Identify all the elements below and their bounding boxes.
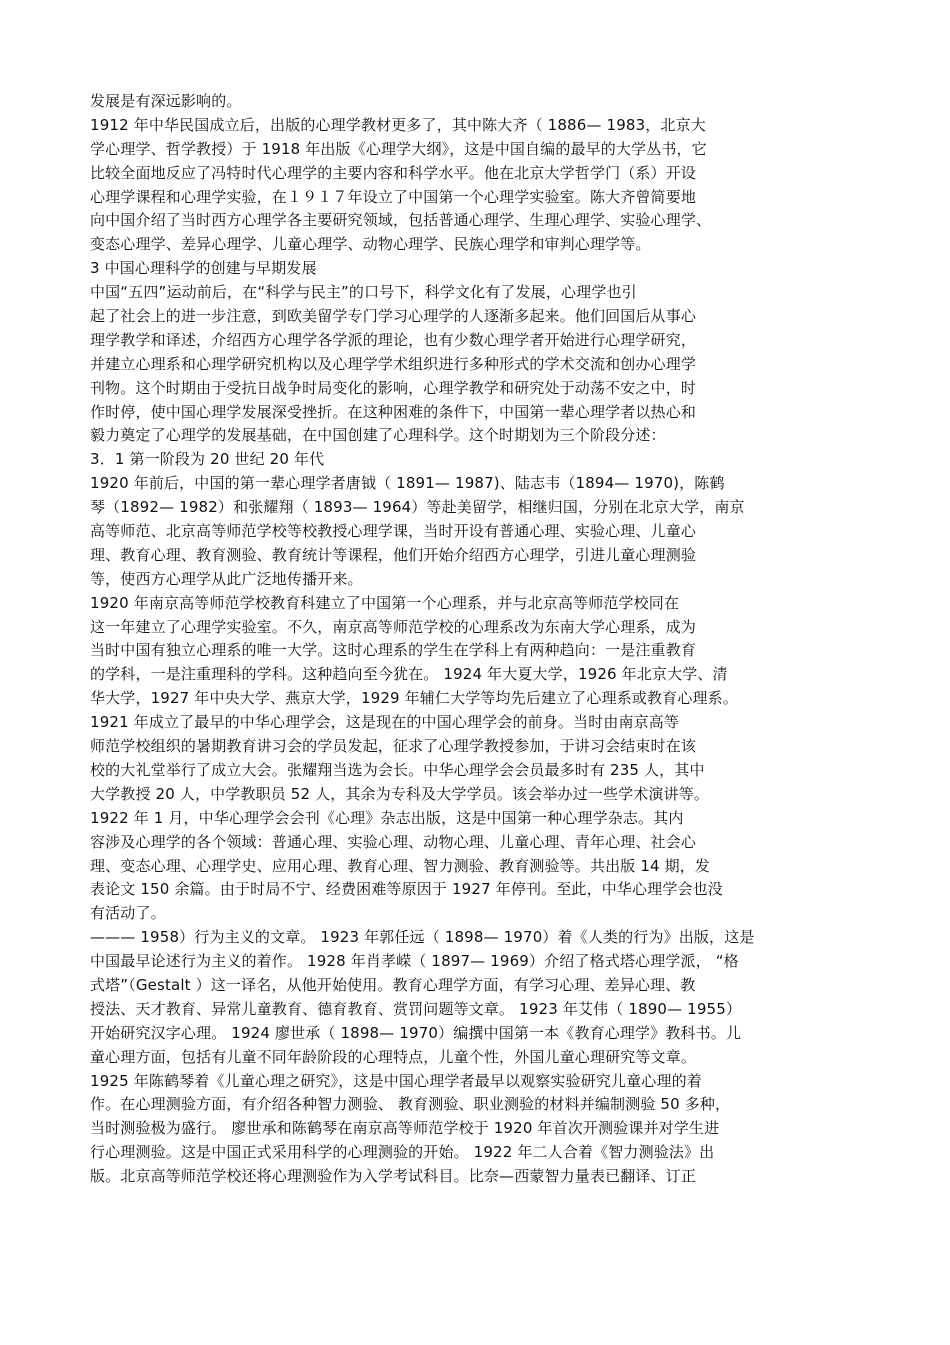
text-line: 当时中国有独立心理系的唯一大学。这时心理系的学生在学科上有两种趋向：一是注重教育 (90, 641, 697, 660)
text-line: 版。北京高等师范学校还将心理测验作为入学考试科目。比奈—西蒙智力量表已翻译、订正 (90, 1167, 697, 1186)
text-line: 中国最早论述行为主义的着作。 1928 年肖孝嵘（ 1897— 1969）介绍了格式塔心理学派， “格 (90, 952, 739, 971)
text-line: 华大学，1927 年中央大学、燕京大学，1929 年辅仁大学等均先后建立了心理系或教育心理系。 (90, 689, 738, 708)
text-line: 1920 年前后，中国的第一辈心理学者唐钺（ 1891— 1987)、陆志韦（1894— 1970)，陈鹤 (90, 474, 725, 493)
text-line: 这一年建立了心理学实验室。不久，南京高等师范学校的心理系改为东南大学心理系，成为 (90, 617, 697, 636)
text-line: 琴（1892— 1982）和张耀翔（ 1893— 1964）等赴美留学，相继归国，分别在北京大学，南京 (90, 498, 745, 517)
text-line: 大学教授 20 人，中学教职员 52 人，其余为专科及大学学员。该会举办过一些学术演讲等。 (90, 784, 709, 803)
text-line: 有活动了。 (90, 904, 166, 923)
text-line: 起了社会上的进一步注意，到欧美留学专门学习心理学的人逐渐多起来。他们回国后从事心 (90, 307, 697, 326)
text-line: 理、变态心理、心理学史、应用心理、教育心理、智力测验、教育测验等。共出版 14 期，发 (90, 856, 711, 875)
text-line: 童心理方面，包括有儿童不同年龄阶段的心理特点，儿童个性，外国儿童心理研究等文章。 (90, 1047, 697, 1066)
text-line: 中国“五四”运动前后，在“科学与民主”的口号下，科学文化有了发展，心理学也引 (90, 283, 637, 302)
text-line: 作。在心理测验方面，有介绍各种智力测验、 教育测验、职业测验的材料并编制测验 50 多种， (90, 1095, 731, 1114)
text-line: 作时停，使中国心理学发展深受挫折。在这种困难的条件下，中国第一辈心理学者以热心和 (90, 402, 697, 421)
text-line: 毅力奠定了心理学的发展基础，在中国创建了心理科学。这个时期划为三个阶段分述： (90, 426, 666, 445)
text-line: 刊物。这个时期由于受抗日战争时局变化的影响，心理学教学和研究处于动荡不安之中，时 (90, 378, 697, 397)
text-line: 心理学课程和心理学实验，在１９１７年设立了中国第一个心理学实验室。陈大齐曾简要地 (90, 187, 697, 206)
text-line: 的学科，一是注重理科的学科。这种趋向至今犹在。 1924 年大夏大学，1926 年北京大学、清 (90, 665, 728, 684)
section-heading: 3 中国心理科学的创建与早期发展 (90, 259, 317, 278)
text-line: 授法、天才教育、异常儿童教育、德育教育、赏罚问题等文章。 1923 年艾伟（ 1890— 1955） (90, 999, 742, 1018)
text-line: 1920 年南京高等师范学校教育科建立了中国第一个心理系，并与北京高等师范学校同在 (90, 593, 680, 612)
text-line: 开始研究汉字心理。 1924 廖世承（ 1898— 1970）编撰中国第一本《教育心理学》教科书。儿 (90, 1023, 742, 1042)
text-line: 理学教学和译述，介绍西方心理学各学派的理论，也有少数心理学者开始进行心理学研究， (90, 330, 697, 349)
text-line: 1925 年陈鹤琴着《儿童心理之研究》，这是中国心理学者最早以观察实验研究儿童心理的着 (90, 1071, 702, 1090)
text-line: 比较全面地反应了冯特时代心理学的主要内容和科学水平。他在北京大学哲学门（系）开设 (90, 163, 697, 182)
document-page (90, 90, 870, 1189)
text-line: 并建立心理系和心理学研究机构以及心理学学术组织进行多种形式的学术交流和创办心理学 (90, 354, 697, 373)
text-line: 向中国介绍了当时西方心理学各主要研究领域，包括普通心理学、生理心理学、实验心理学、 (90, 211, 712, 230)
text-line: 1922 年 1 月，中华心理学会会刊《心理》杂志出版，这是中国第一种心理学杂志。其内 (90, 808, 684, 827)
subsection-heading: 3．1 第一阶段为 20 世纪 20 年代 (90, 450, 325, 469)
text-line: 学心理学、哲学教授）于 1918 年出版《心理学大纲》，这是中国自编的最早的大学丛书，它 (90, 139, 707, 158)
text-line: 发展是有深远影响的。 (90, 92, 242, 110)
text-line: 表论文 150 余篇。由于时局不宁、经费困难等原因于 1927 年停刊。至此，中华心理学会也没 (90, 880, 723, 899)
text-line: 行心理测验。这是中国正式采用科学的心理测验的开始。 1922 年二人合着《智力测验法》出 (90, 1143, 715, 1162)
text-line: 式塔”（Gestalt ）这一译名，从他开始使用。教育心理学方面，有学习心理、差异心理、教 (90, 975, 696, 994)
text-line: ——— 1958）行为主义的文章。 1923 年郭任远（ 1898— 1970）着《人类的行为》出版，这是 (90, 928, 755, 947)
text-line: 理、教育心理、教育测验、教育统计等课程，他们开始介绍西方心理学，引进儿童心理测验 (90, 545, 697, 564)
text-line: 1912 年中华民国成立后，出版的心理学教材更多了，其中陈大齐（ 1886— 1983，北京大 (90, 115, 706, 134)
text-line: 容涉及心理学的各个领域：普通心理、实验心理、动物心理、儿童心理、青年心理、社会心 (90, 832, 697, 851)
text-line: 校的大礼堂举行了成立大会。张耀翔当选为会长。中华心理学会会员最多时有 235 人，其中 (90, 760, 705, 779)
text-line: 高等师范、北京高等师范学校等校教授心理学课，当时开设有普通心理、实验心理、儿童心 (90, 522, 697, 541)
text-line: 等，使西方心理学从此广泛地传播开来。 (90, 569, 363, 588)
text-line: 师范学校组织的暑期教育讲习会的学员发起，征求了心理学教授参加，于讲习会结束时在该 (90, 737, 697, 756)
text-line: 1921 年成立了最早的中华心理学会，这是现在的中国心理学会的前身。当时由南京高等 (90, 713, 680, 732)
text-line: 当时测验极为盛行。 廖世承和陈鹤琴在南京高等师范学校于 1920 年首次开测验课并对学生进 (90, 1119, 720, 1138)
text-line: 变态心理学、差异心理学、儿童心理学、动物心理学、民族心理学和审判心理学等。 (90, 235, 651, 254)
